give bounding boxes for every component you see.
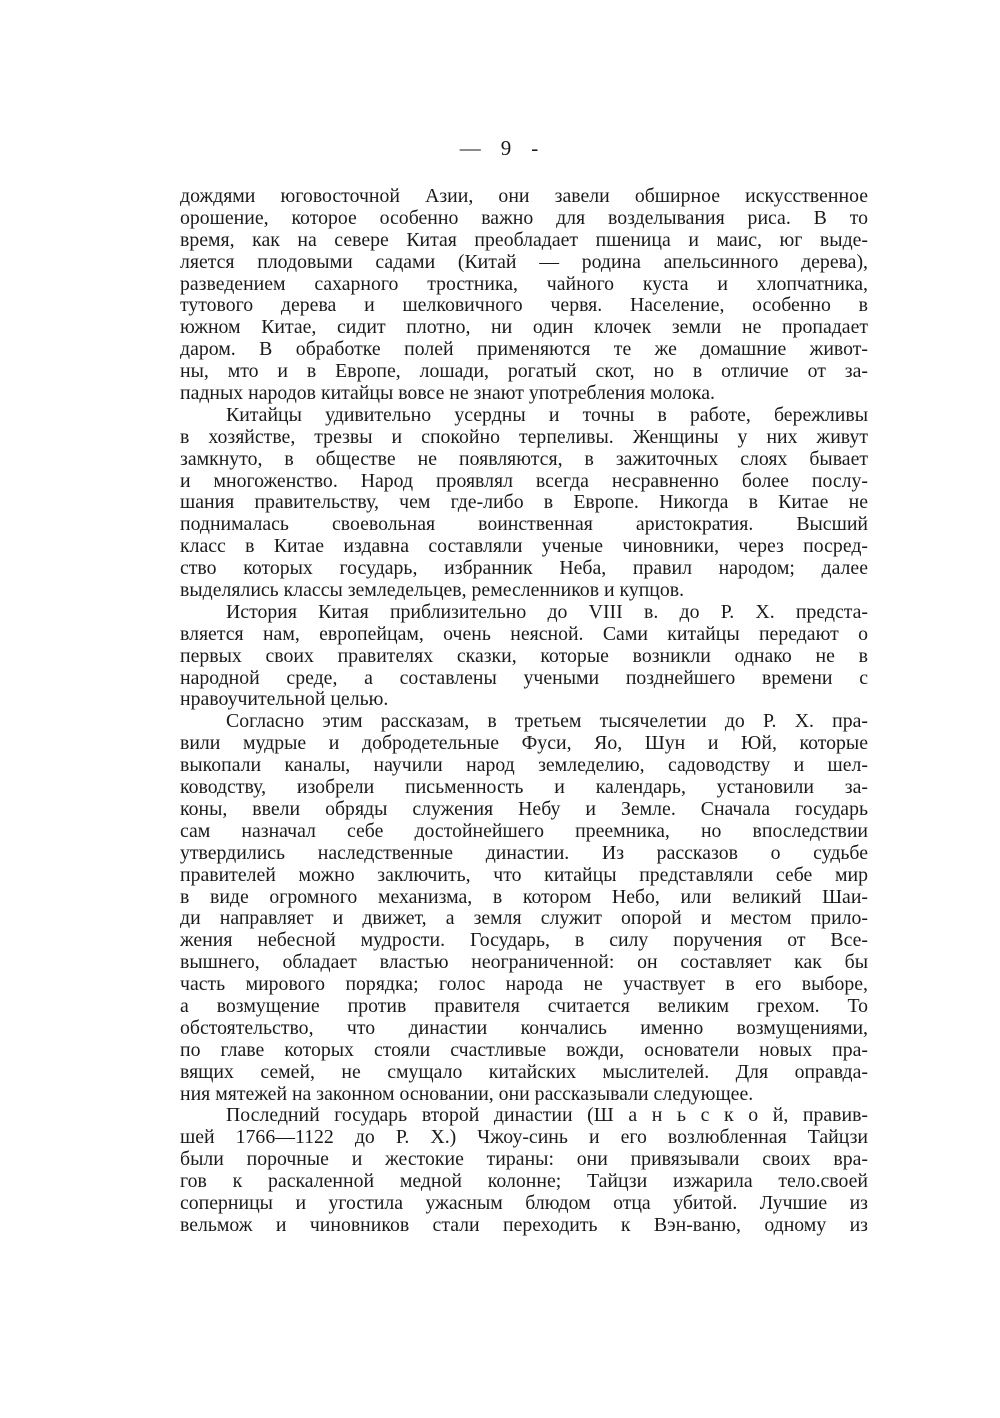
text-line: ны, мто и в Европе, лошади, рогатый скот, но в отличие от за- — [180, 361, 868, 383]
page-number-right-dash: - — [531, 136, 541, 160]
text-line: выделялись классы земледельцев, ремесленников и купцов. — [180, 580, 685, 602]
text-line: выкопали каналы, научили народ земледелию, садоводству и шел- — [180, 755, 868, 777]
text-line: вляется нам, европейцам, очень неясной. Сами китайцы передают о — [180, 623, 868, 645]
text-line: сам назначал себе достойнейшего преемника, но впоследствии — [180, 820, 868, 842]
text-line: жения небесной мудрости. Государь, в силу поручения от Все- — [180, 930, 868, 952]
text-line: даром. В обработке полей применяются те же домашние живот- — [180, 339, 868, 361]
text-line: шания правительству, чем где-либо в Европе. Никогда в Китае не — [180, 492, 868, 514]
body-text — [180, 186, 868, 1237]
page-number-left-dash: — — [459, 136, 483, 160]
text-line: обстоятельство, что династии кончались именно возмущениями, — [180, 1017, 868, 1039]
text-line: вельмож и чиновников стали переходить к Вэн-ваню, одному из — [180, 1214, 868, 1236]
text-line: дождями юговосточной Азии, они завели обширное искусственное — [180, 186, 868, 207]
text-line: поднималась своевольная воинственная аристократия. Высший — [180, 514, 868, 536]
text-line: ния мятежей на законном основании, они рассказывали следующее. — [180, 1083, 754, 1105]
text-line: Китайцы удивительно усердны и точны в работе, бережливы — [226, 404, 868, 426]
text-line: и многоженство. Народ проявлял всегда несравненно более послу- — [180, 470, 868, 492]
text-line: южном Китае, сидит плотно, ни один клочек земли не пропадает — [180, 317, 868, 339]
text-line: были порочные и жестокие тираны: они привязывали своих вра- — [180, 1149, 868, 1171]
text-line: народной среде, а составлены учеными позднейшего времени с — [180, 667, 868, 689]
text-line: История Китая приблизительно до VIII в. до Р. X. предста- — [226, 601, 868, 623]
text-line: а возмущение против правителя считается великим грехом. То — [180, 995, 868, 1017]
text-line: разведением сахарного тростника, чайного куста и хлопчатника, — [180, 273, 868, 295]
text-line: часть мирового порядка; голос народа не участвует в его выборе, — [180, 974, 868, 996]
text-line: ководству, изобрели письменность и календарь, установили за- — [180, 777, 868, 799]
text-line: правителей можно заключить, что китайцы представляли себе мир — [180, 864, 868, 886]
text-line: в хозяйстве, трезвы и спокойно терпеливы. Женщины у них живут — [180, 426, 868, 448]
text-line: шей 1766—1122 до Р. X.) Чжоу-синь и его возлюбленная Тайцзи — [180, 1127, 868, 1149]
text-line: орошение, которое особенно важно для возделывания риса. В то — [180, 207, 868, 229]
text-line: Последний государь второй династии (Ш а н ь с к о й, правив- — [226, 1105, 868, 1127]
text-line: нравоучительной целью. — [180, 689, 389, 711]
text-line: гов к раскаленной медной колонне; Тайцзи изжарила тело.своей — [180, 1171, 868, 1193]
text-line: ство которых государь, избранник Неба, правил народом; далее — [180, 558, 868, 580]
text-line: вящих семей, не смущало китайских мыслителей. Для оправда- — [180, 1061, 868, 1083]
text-line: вили мудрые и добродетельные Фуси, Яо, Шун и Юй, которые — [180, 733, 868, 755]
text-line: ди направляет и движет, а земля служит опорой и местом прило- — [180, 908, 868, 930]
text-line: вышнего, обладает властью неограниченной: он составляет как бы — [180, 952, 868, 974]
text-line: по главе которых стояли счастливые вожди, основатели новых пра- — [180, 1039, 868, 1061]
page-number-value: 9 — [500, 136, 514, 160]
text-line: тутового дерева и шелковичного червя. Население, особенно в — [180, 295, 868, 317]
page-number — [0, 136, 1000, 161]
text-line: класс в Китае издавна составляли ученые чиновники, через посред- — [180, 536, 868, 558]
text-line: падных народов китайцы вовсе не знают употребления молока. — [180, 383, 715, 405]
text-line: Согласно этим рассказам, в третьем тысячелетии до Р. X. пра- — [226, 711, 868, 733]
text-line: утвердились наследственные династии. Из рассказов о судьбе — [180, 842, 868, 864]
text-line: соперницы и угостила ужасным блюдом отца убитой. Лучшие из — [180, 1192, 868, 1214]
text-line: замкнуто, в обществе не появляются, в зажиточных слоях бывает — [180, 448, 868, 470]
text-line: ляется плодовыми садами (Китай — родина апельсинного дерева), — [180, 251, 868, 273]
text-line: первых своих правителях сказки, которые возникли однако не в — [180, 645, 868, 667]
text-line: время, как на севере Китая преобладает пшеница и маис, юг выде- — [180, 229, 868, 251]
text-line: в виде огромного механизма, в котором Небо, или великий Шаи- — [180, 886, 868, 908]
text-line: коны, ввели обряды служения Небу и Земле. Сначала государь — [180, 798, 868, 820]
